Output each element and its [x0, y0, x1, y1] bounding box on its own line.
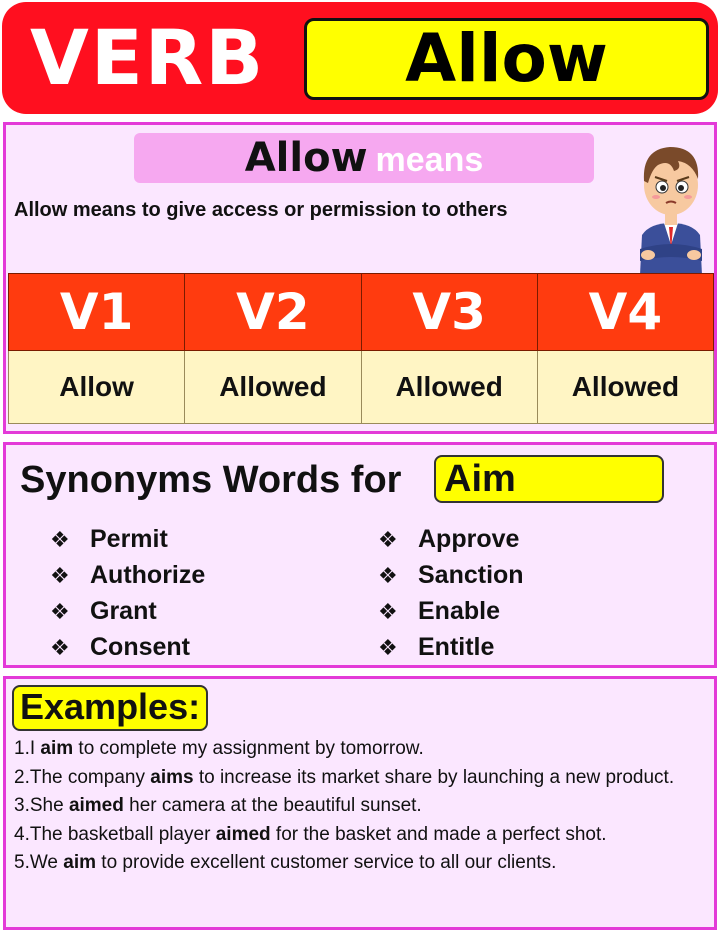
verb-forms-table — [8, 273, 714, 424]
synonym-text: Grant — [90, 597, 157, 625]
example-keyword: aim — [63, 852, 97, 873]
means-heading — [134, 133, 594, 183]
diamond-bullet-icon: ❖ — [50, 636, 70, 661]
form-header-v2: V2 — [185, 274, 361, 351]
diamond-bullet-icon: ❖ — [378, 600, 398, 625]
example-sentence: 4.The basketball player aimed for the basket and made a perfect shot. — [14, 823, 607, 845]
diamond-bullet-icon: ❖ — [378, 636, 398, 661]
form-value-v2: Allowed — [185, 351, 361, 424]
headword-box — [304, 18, 709, 100]
definition-text: Allow means to give access or permission to others — [14, 199, 508, 221]
form-header-v3: V3 — [361, 274, 537, 351]
list-item — [378, 557, 524, 593]
forms-header-row — [9, 274, 714, 351]
example-sentence: 3.She aimed her camera at the beautiful sunset. — [14, 795, 422, 816]
diamond-bullet-icon: ❖ — [50, 564, 70, 589]
diamond-bullet-icon: ❖ — [50, 600, 70, 625]
list-item — [50, 557, 205, 593]
synonyms-list-right — [378, 521, 524, 665]
list-item — [378, 593, 524, 629]
diamond-bullet-icon: ❖ — [378, 528, 398, 553]
header-banner — [2, 2, 718, 114]
headword: Allow — [405, 20, 608, 97]
examples-title: Examples: — [12, 685, 208, 731]
synonym-text: Consent — [90, 633, 190, 661]
list-item — [50, 629, 205, 665]
means-word: Allow — [244, 135, 368, 181]
example-keyword: aimed — [68, 795, 124, 816]
example-sentence: 5.We aim to provide excellent customer service to all our clients. — [14, 852, 557, 873]
diamond-bullet-icon: ❖ — [378, 564, 398, 589]
synonyms-word: Aim — [434, 455, 664, 503]
synonyms-list-left — [50, 521, 205, 665]
synonym-text: Sanction — [418, 561, 524, 589]
form-value-v3: Allowed — [361, 351, 537, 424]
means-label: means — [375, 141, 484, 179]
list-item — [50, 593, 205, 629]
thinking-man-illustration — [630, 127, 712, 275]
form-value-v1: Allow — [9, 351, 185, 424]
example-keyword: aimed — [215, 823, 271, 845]
example-sentence: 1.I aim to complete my assignment by tomorrow. — [14, 738, 424, 759]
synonyms-title: Synonyms Words for — [20, 459, 402, 501]
synonym-text: Authorize — [90, 561, 206, 589]
verb-label: VERB — [30, 13, 266, 102]
list-item — [378, 629, 524, 665]
form-value-v4: Allowed — [537, 351, 713, 424]
synonym-text: Enable — [418, 597, 500, 625]
synonym-text: Entitle — [418, 633, 495, 661]
synonym-text: Approve — [418, 525, 520, 553]
diamond-bullet-icon: ❖ — [50, 528, 70, 553]
example-keyword: aim — [40, 738, 74, 759]
example-keyword: aims — [150, 766, 194, 788]
examples-list — [14, 735, 704, 878]
forms-value-row — [9, 351, 714, 424]
form-header-v1: V1 — [9, 274, 185, 351]
form-header-v4: V4 — [537, 274, 713, 351]
example-sentence: 2.The company aims to increase its market share by launching a new product. — [14, 766, 675, 788]
list-item — [50, 521, 205, 557]
list-item — [378, 521, 524, 557]
meaning-panel — [3, 122, 717, 434]
synonyms-panel — [3, 442, 717, 668]
examples-panel — [3, 676, 717, 930]
synonym-text: Permit — [90, 525, 168, 553]
